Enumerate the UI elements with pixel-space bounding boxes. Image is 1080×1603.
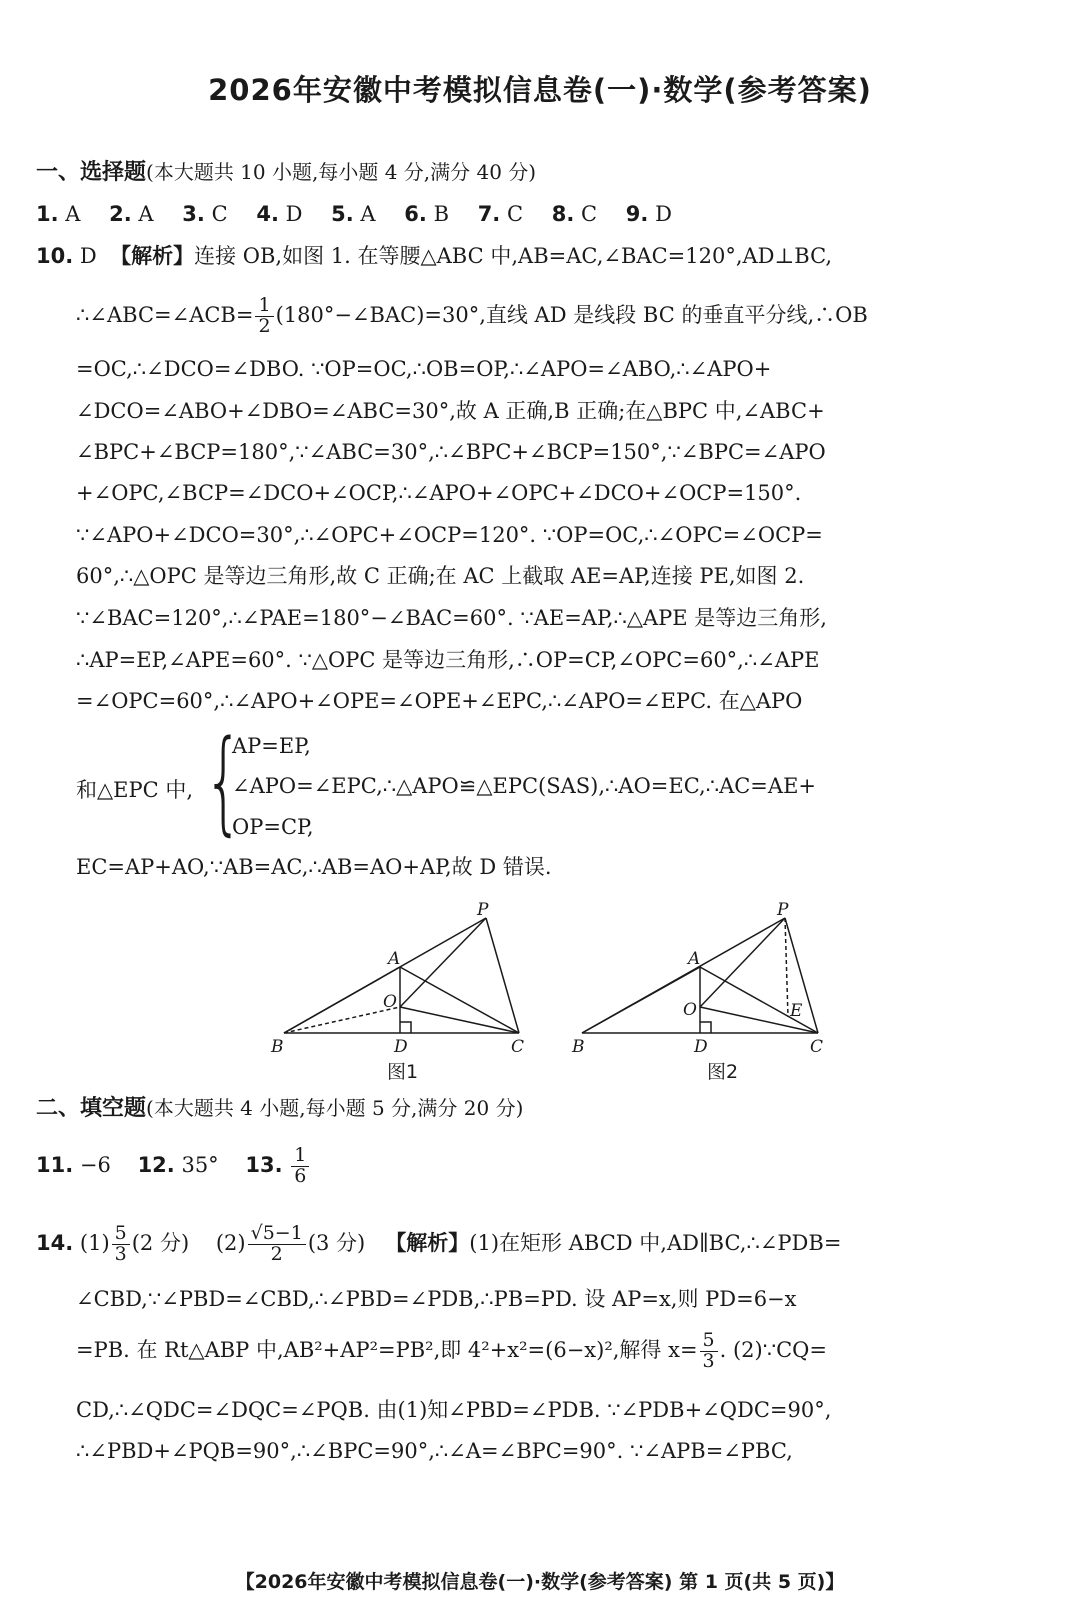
- q14-part2: (2): [215, 1230, 246, 1255]
- label-D: D: [694, 1037, 708, 1057]
- q10-analysis-tag: 【解析】: [110, 244, 195, 268]
- q10-text: 连接 OB,如图 1. 在等腰△ABC 中,AB=AC,∠BAC=120°,AD⊥BC,: [194, 244, 833, 268]
- q10-line-6: +∠OPC,∠BCP=∠DCO+∠OCP,∴∠APO+∠OPC+∠DCO+∠OCP=150°.: [76, 481, 802, 505]
- mc-answer: 1. A: [36, 202, 81, 226]
- mc-answer: 5. A: [331, 202, 376, 226]
- q10-line-12: EC=AP+AO,∵AB=AC,∴AB=AO+AP,故 D 错误.: [76, 855, 552, 879]
- figure-2-caption: 图2: [707, 1061, 739, 1083]
- mc-answer: 9. D: [625, 202, 672, 226]
- q14-number: 14.: [36, 1230, 74, 1255]
- section1-note: (本大题共 10 小题,每小题 4 分,满分 40 分): [146, 160, 537, 184]
- right-angle-mark: [700, 1022, 711, 1033]
- segment-BP: [284, 918, 486, 1033]
- label-C: C: [810, 1037, 824, 1057]
- brace-lead: 和△EPC 中,: [76, 778, 194, 802]
- mc-answer: 6. B: [404, 202, 449, 226]
- label-A: A: [688, 949, 701, 969]
- q14-line-1: [36, 1224, 841, 1265]
- q14-analysis-tag: 【解析】: [385, 1230, 470, 1255]
- q14-text: (1)在矩形 ABCD 中,AD∥BC,∴∠PDB=: [469, 1230, 842, 1255]
- mc-answer: 8. C: [551, 202, 598, 226]
- figure-1: [284, 918, 519, 1033]
- page-title: 2026年安徽中考模拟信息卷(一)·数学(参考答案): [208, 73, 872, 107]
- figure-2: [582, 918, 818, 1033]
- q13-number: 13.: [245, 1152, 283, 1177]
- segment-OP: [400, 918, 486, 1007]
- label-E: E: [790, 1001, 803, 1021]
- mc-answer: 7. C: [477, 202, 524, 226]
- q12-answer: 35°: [181, 1152, 219, 1177]
- figure-1-caption: 图1: [387, 1061, 419, 1083]
- section2-heading: 二、填空题: [36, 1096, 147, 1121]
- mc-answer: 4. D: [256, 202, 303, 226]
- q14-part2-score: (3 分): [307, 1230, 366, 1255]
- fill-answers-row: [36, 1146, 311, 1187]
- segment-PC: [486, 918, 519, 1033]
- q14-part1: (1): [79, 1230, 110, 1255]
- label-O: O: [683, 1000, 697, 1020]
- q11-number: 11.: [36, 1152, 74, 1177]
- q10-line-10: ∴AP=EP,∠APE=60°. ∵△OPC 是等边三角形,∴OP=CP,∠OPC=60°,∴∠APE: [76, 648, 820, 672]
- label-D: D: [394, 1037, 408, 1057]
- section2-heading-row: [36, 1098, 523, 1120]
- mc-answer: 2. A: [109, 202, 154, 226]
- q14-line-2: ∠CBD,∵∠PBD=∠CBD,∴∠PBD=∠PDB,∴PB=PD. 设 AP=x,则 PD=6−x: [76, 1287, 797, 1311]
- q14-part1-score: (2 分): [131, 1230, 190, 1255]
- q14-line-4: CD,∴∠QDC=∠DQC=∠PQB. 由(1)知∠PBD=∠PDB. ∵∠PDB+∠QDC=90°,: [76, 1398, 832, 1422]
- brace-line-1: AP=EP,: [232, 734, 311, 758]
- label-P: P: [477, 900, 489, 920]
- q10-line-4: ∠DCO=∠ABO+∠DBO=∠ABC=30°,故 A 正确,B 正确;在△BPC 中,∠ABC+: [76, 399, 825, 423]
- left-brace: {: [204, 717, 244, 847]
- brace-line-2: ∠APO=∠EPC,∴△APO≌△EPC(SAS),∴AO=EC,∴AC=AE+: [232, 774, 816, 798]
- label-B: B: [572, 1037, 585, 1057]
- segment-AC: [700, 967, 818, 1033]
- segment-OC: [400, 1007, 519, 1033]
- segment-PE-dashed: [785, 918, 788, 1017]
- q10-text: (180°−∠BAC)=30°,直线 AD 是线段 BC 的垂直平分线,∴OB: [275, 302, 868, 327]
- q14-text: . (2)∵CQ=: [719, 1337, 827, 1362]
- right-angle-mark: [400, 1022, 411, 1033]
- section2-note: (本大题共 4 小题,每小题 5 分,满分 20 分): [146, 1096, 524, 1120]
- q10-line-7: ∵∠APO+∠DCO=30°,∴∠OPC+∠OCP=120°. ∵OP=OC,∴∠OPC=∠OCP=: [76, 523, 823, 547]
- segment-AC: [400, 967, 519, 1033]
- label-P: P: [777, 900, 789, 920]
- q14-line-5: ∴∠PBD+∠PQB=90°,∴∠BPC=90°,∴∠A=∠BPC=90°. ∵∠APB=∠PBC,: [76, 1439, 793, 1463]
- label-A: A: [388, 949, 401, 969]
- q14-part2-fraction: $\frac{√5-1}{2}$: [248, 1224, 306, 1265]
- brace-line-3: OP=CP,: [232, 815, 314, 839]
- q10-line-8: 60°,∴△OPC 是等边三角形,故 C 正确;在 AC 上截取 AE=AP,连接 PE,如图 2.: [76, 564, 805, 588]
- q10-line-3: =OC,∴∠DCO=∠DBO. ∵OP=OC,∴OB=OP,∴∠APO=∠ABO,∴∠APO+: [76, 357, 772, 381]
- q10-answer: D: [79, 244, 97, 268]
- q14-text: =PB. 在 Rt△ABP 中,AB²+AP²=PB²,即 4²+x²=(6−x)²,解得 x=: [76, 1337, 698, 1362]
- q10-text: ∴∠ABC=∠ACB=: [76, 302, 254, 327]
- q11-answer: −6: [79, 1152, 111, 1177]
- fraction-one-half: $\frac{1}{2}$: [255, 296, 273, 337]
- segment-OP: [700, 918, 785, 1007]
- label-C: C: [511, 1037, 525, 1057]
- q10-line-9: ∵∠BAC=120°,∴∠PAE=180°−∠BAC=60°. ∵AE=AP,∴△APE 是等边三角形,: [76, 606, 827, 630]
- q13-answer-fraction: $\frac{1}{6}$: [291, 1146, 309, 1187]
- section1-heading: 一、选择题: [36, 160, 147, 185]
- q14-part1-fraction: $\frac{5}{3}$: [112, 1224, 130, 1265]
- mc-answer: 3. C: [182, 202, 228, 226]
- q10-number: 10.: [36, 244, 74, 268]
- page-footer: 【2026年安徽中考模拟信息卷(一)·数学(参考答案) 第 1 页(共 5 页)】: [235, 1571, 845, 1593]
- q10-line-5: ∠BPC+∠BCP=180°,∵∠ABC=30°,∴∠BPC+∠BCP=150°,∵∠BPC=∠APO: [76, 440, 826, 464]
- q10-line-11: =∠OPC=60°,∴∠APO+∠OPE=∠OPE+∠EPC,∴∠APO=∠EPC. 在△APO: [76, 689, 803, 713]
- label-B: B: [271, 1037, 284, 1057]
- label-O: O: [383, 992, 397, 1012]
- q12-number: 12.: [137, 1152, 175, 1177]
- q14-x-fraction: $\frac{5}{3}$: [700, 1331, 718, 1372]
- q14-line-3: [76, 1331, 827, 1372]
